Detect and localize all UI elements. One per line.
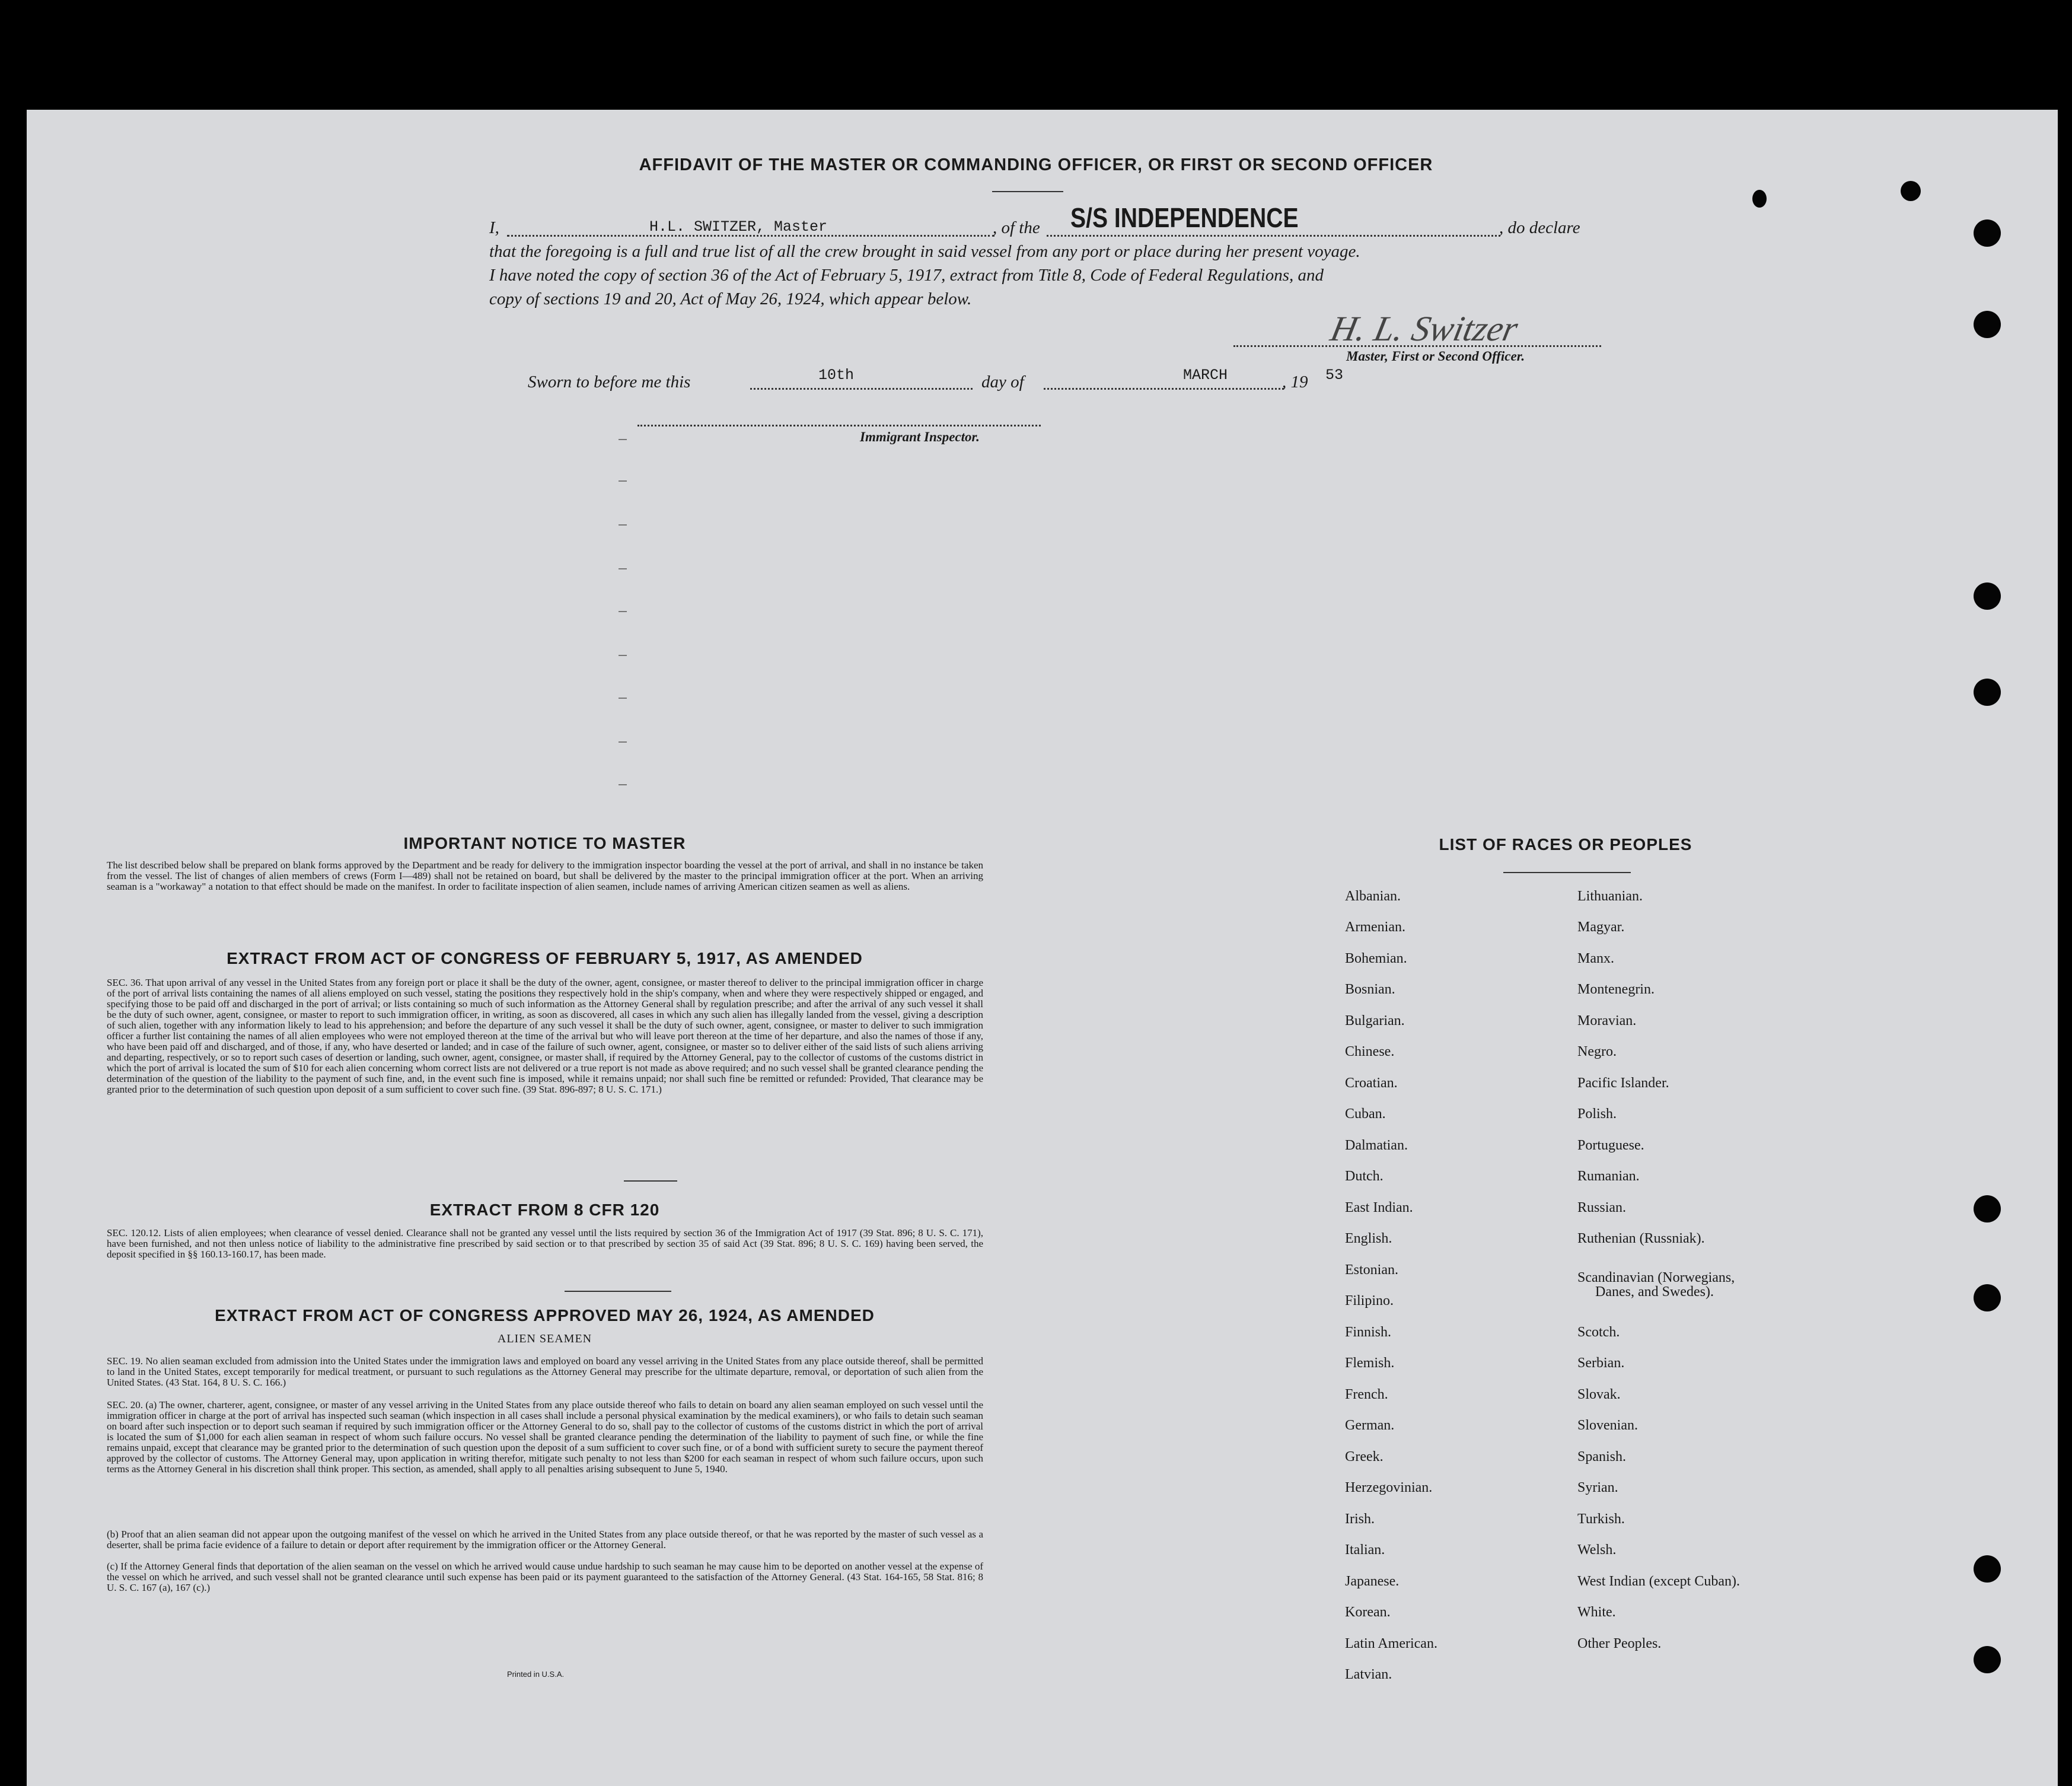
race-right: Lithuanian. <box>1577 889 1643 904</box>
race-left: Filipino. <box>1345 1293 1394 1309</box>
divider <box>565 1291 671 1292</box>
race-right: Ruthenian (Russniak). <box>1577 1231 1705 1246</box>
margin-tick <box>619 655 627 656</box>
race-right: Rumanian. <box>1577 1169 1640 1184</box>
race-right: Scotch. <box>1577 1325 1620 1340</box>
race-left: Irish. <box>1345 1511 1375 1527</box>
extract-1924-sec20c: (c) If the Attorney General finds that deportation of the alien seaman on the vessel on which he arrived would cause undue hardship to such seaman he may cause him to be deported on another vessel at the expense of the vessel on which he arrived, and such vessel shall not be granted clearance until such expense has been paid or its payment guaranteed to the satisfaction of the Attorney General. (43 Stat. 164-165, 58 Stat. 816; 8 U. S. C. 167 (a), 167 (c).) <box>107 1561 983 1593</box>
divider <box>992 191 1063 192</box>
race-right: Danes, and Swedes). <box>1595 1284 1714 1300</box>
race-left: Cuban. <box>1345 1106 1386 1122</box>
race-right: Russian. <box>1577 1200 1627 1215</box>
race-right: White. <box>1577 1604 1616 1620</box>
margin-tick <box>619 524 627 526</box>
extract-1924-subtitle: ALIEN SEAMEN <box>497 1332 592 1345</box>
races-title: LIST OF RACES OR PEOPLES <box>1439 835 1692 854</box>
binder-hole <box>1974 1646 2001 1673</box>
race-left: Bohemian. <box>1345 951 1407 966</box>
margin-tick <box>619 439 627 440</box>
binder-hole <box>1974 219 2001 247</box>
inspector-line <box>637 425 1041 426</box>
ink-blot <box>1752 190 1767 208</box>
race-right: Scandinavian (Norwegians, <box>1577 1270 1735 1285</box>
margin-tick <box>619 741 627 743</box>
binder-hole <box>1974 1284 2001 1311</box>
extract-1924-sec20b: (b) Proof that an alien seaman did not appear upon the outgoing manifest of the vessel on which he arrived in the United States from any place outside thereof, or that he was reported by the master of such vessel as a deserter, shall be prima facie evidence of a failure to detain or deport after requirement by the immigration officer or the Attorney General. <box>107 1529 983 1551</box>
race-left: Finnish. <box>1345 1325 1392 1340</box>
affidavit-title: AFFIDAVIT OF THE MASTER OR COMMANDING OFFICER, OR FIRST OR SECOND OFFICER <box>639 155 1433 174</box>
race-right: Magyar. <box>1577 919 1625 935</box>
margin-tick <box>619 568 627 569</box>
race-right: Slovenian. <box>1577 1418 1638 1433</box>
binder-hole <box>1974 1555 2001 1583</box>
sworn-day: 10th <box>818 367 855 384</box>
race-left: Latvian. <box>1345 1667 1392 1682</box>
binder-hole <box>1974 1195 2001 1222</box>
race-right: Portuguese. <box>1577 1138 1644 1153</box>
vessel-line <box>1047 235 1500 237</box>
race-left: Korean. <box>1345 1604 1391 1620</box>
race-left: French. <box>1345 1387 1388 1402</box>
race-left: Estonian. <box>1345 1262 1398 1278</box>
race-left: Flemish. <box>1345 1355 1395 1371</box>
race-left: Armenian. <box>1345 919 1405 935</box>
printed-in-usa: Printed in U.S.A. <box>507 1670 565 1679</box>
affidavit-line4: copy of sections 19 and 20, Act of May 26, 1924, which appear below. <box>489 289 972 308</box>
month-line <box>1044 388 1284 390</box>
extract-1917-text: SEC. 36. That upon arrival of any vessel in the United States from any foreign port or place it shall be the duty of the owner, agent, consignee, or master thereof to deliver to the principal immigration officer in charge of the port of arrival lists containing the names of all aliens employed on such vessel, stating the positions they respectively hold in the ship's company, when and where they were respectively shipped or engaged, and specifying those to be paid off and discharged in the port of arrival; or lists containing so much of such information as the Attorney General shall by regulation prescribe; and after the arrival of any such vessel it shall be the duty of such owner, agent, consignee, or master to report to such immigration officer, in writing, as soon as discovered, all cases in which any such alien has illegally landed from the vessel, giving a description of such alien, together with any information likely to lead to his apprehension; and before the departure of any such vessel it shall be the duty of such owner, agent, consignee, or master to deliver to such immigration officer a further list containing the names of all alien employees who were not employed thereon at the time of the arrival but who will leave port thereon at the time of her departure, and also the names of those if any, who have been paid off and discharged, and of those, if any, who have deserted or landed; and in case of the failure of such owner, agent, consignee, or master so to deliver either of the said lists of such aliens arriving and departing, respectively, or so to report such cases of desertion or landing, such owner, agent, consignee, or master shall, if required by the Attorney General, pay to the collector of customs of the customs district in which the port of arrival is located the sum of $10 for each alien concerning whom correct lists are not delivered or a true report is not made as above required; and no such vessel shall be granted clearance pending the determination of the question of the liability to the payment of such fine, and, in the event such fine is imposed, while it remains unpaid; nor shall such fine be remitted or refunded: Provided, That clearance may be granted prior to the determination of such question upon deposit of a sum sufficient to cover such fine. (39 Stat. 896-897; 8 U. S. C. 171.) <box>107 977 983 1095</box>
race-left: Latin American. <box>1345 1636 1437 1651</box>
extract-cfr-text: SEC. 120.12. Lists of alien employees; when clearance of vessel denied. Clearance shall not be granted any vessel until the lists required by section 36 of the Immigration Act of 1917 (39 Stat. 896; 8 U. S. C. 171), have been furnished, and not then unless notice of liability to the administrative fine prescribed by said section or to that prescribed by section 35 of said Act (39 Stat. 896; 8 U. S. C. 169) having been served, the deposit specified in §§ 160.13-160.17, has been made. <box>107 1227 983 1260</box>
binder-hole <box>1974 582 2001 610</box>
race-left: Japanese. <box>1345 1574 1400 1589</box>
race-left: Dalmatian. <box>1345 1138 1408 1153</box>
year-prefix: , 19 <box>1282 373 1308 391</box>
divider <box>1503 872 1631 873</box>
extract-1924-sec19: SEC. 19. No alien seaman excluded from admission into the United States under the immigration laws and employed on board any vessel arriving in the United States from any place outside thereof, shall be permitted to land in the United States, except temporarily for medical treatment, or pursuant to such regulations as the Attorney General may prescribe for the ultimate departure, removal, or deportation of such alien from the United States. (43 Stat. 164, 8 U. S. C. 166.) <box>107 1355 983 1388</box>
divider <box>624 1180 677 1182</box>
race-right: Serbian. <box>1577 1355 1625 1371</box>
race-right: Welsh. <box>1577 1542 1617 1558</box>
race-left: Albanian. <box>1345 889 1401 904</box>
race-left: Bosnian. <box>1345 982 1395 997</box>
affidavit-line3: I have noted the copy of section 36 of the Act of February 5, 1917, extract from Title 8, Code of Federal Regulations, and <box>489 266 1324 285</box>
binder-hole <box>1974 311 2001 338</box>
signer-caption: Master, First or Second Officer. <box>1346 349 1525 364</box>
race-right: West Indian (except Cuban). <box>1577 1574 1740 1589</box>
race-right: Manx. <box>1577 951 1614 966</box>
notice-text: The list described below shall be prepared on blank forms approved by the Department and be ready for delivery to the immigration inspector boarding the vessel at the port of arrival, and shall in no instance be taken from the vessel. The list of changes of alien members of crews (Form I—489) shall not be retained on board, but shall be delivered by the master to the principal immigration officer at the port. When an arriving seaman is a "workaway" a notation to that effect should be made on the manifest. In order to facilitate inspection of alien seamen, include names of arriving American citizen seamen as well as aliens. <box>107 859 983 892</box>
race-left: English. <box>1345 1231 1392 1246</box>
race-right: Pacific Islander. <box>1577 1075 1669 1091</box>
inspector-caption: Immigrant Inspector. <box>860 429 980 444</box>
notice-title: IMPORTANT NOTICE TO MASTER <box>403 834 686 852</box>
sworn-month: MARCH <box>1183 367 1228 384</box>
sworn-year: 53 <box>1325 367 1344 384</box>
do-declare-label: , do declare <box>1499 218 1580 237</box>
margin-tick <box>619 480 627 482</box>
margin-tick <box>619 784 627 785</box>
race-left: East Indian. <box>1345 1200 1413 1215</box>
race-right: Montenegrin. <box>1577 982 1655 997</box>
signature: H. L. Switzer <box>1327 309 1522 348</box>
margin-tick <box>619 611 627 612</box>
race-left: Greek. <box>1345 1449 1384 1465</box>
race-right: Moravian. <box>1577 1013 1637 1029</box>
race-left: Croatian. <box>1345 1075 1398 1091</box>
race-right: Other Peoples. <box>1577 1636 1662 1651</box>
extract-1917-title: EXTRACT FROM ACT OF CONGRESS OF FEBRUARY 5, 1917, AS AMENDED <box>227 949 863 967</box>
race-left: Bulgarian. <box>1345 1013 1405 1029</box>
race-right: Polish. <box>1577 1106 1617 1122</box>
signature-line <box>1233 345 1601 347</box>
sworn-prefix: Sworn to before me this <box>528 373 691 391</box>
race-right: Negro. <box>1577 1044 1617 1059</box>
day-of-label: day of <box>981 373 1024 391</box>
affidavit-line2: that the foregoing is a full and true list of all the crew brought in said vessel from any port or place during her present voyage. <box>489 242 1360 261</box>
race-left: Dutch. <box>1345 1169 1384 1184</box>
race-left: Herzegovinian. <box>1345 1480 1433 1495</box>
ink-blot <box>1901 181 1921 201</box>
extract-1924-sec20a: SEC. 20. (a) The owner, charterer, agent, consignee, or master of any vessel arriving in the United States from any place outside thereof who fails to detain on board any alien seaman employed on such vessel until the immigration officer in charge at the port of arrival has inspected such seaman (which inspection in all cases shall include a personal physical examination by the medical examiners), or who fails to detain such seaman on board after such inspection or to deport such seaman if required by such immigration officer or the Attorney General to do so, shall pay to the collector of customs of the customs district in which the port of arrival is located the sum of $1,000 for each alien seaman in respect of whom such failure occurs. No vessel shall be granted clearance pending the determination of the liability to payment of such fine, or while the fine remains unpaid, except that clearance may be granted prior to the determination of such question upon the deposit of a sum sufficient to cover such fine, or of a bond with sufficient surety to secure the payment thereof approved by the collector of customs. The Attorney General may, upon application in writing therefor, mitigate such penalty to not less than $200 for each seaman in respect of whom such failure occurs, upon such terms as the Attorney General in his discretion shall think proper. This section, as amended, shall apply to all penalties arising subsequent to June 5, 1940. <box>107 1399 983 1475</box>
extract-cfr-title: EXTRACT FROM 8 CFR 120 <box>429 1201 660 1219</box>
master-name: H.L. SWITZER, Master <box>649 218 828 235</box>
race-left: Italian. <box>1345 1542 1385 1558</box>
vessel-name: S/S INDEPENDENCE <box>1070 202 1299 233</box>
affidavit-i: I, <box>489 218 499 237</box>
race-left: German. <box>1345 1418 1395 1433</box>
binder-hole <box>1974 679 2001 706</box>
extract-1924-title: EXTRACT FROM ACT OF CONGRESS APPROVED MAY 26, 1924, AS AMENDED <box>215 1306 875 1325</box>
race-right: Turkish. <box>1577 1511 1625 1527</box>
race-right: Syrian. <box>1577 1480 1618 1495</box>
race-right: Spanish. <box>1577 1449 1627 1465</box>
of-the-label: , of the <box>993 218 1040 237</box>
race-right: Slovak. <box>1577 1387 1621 1402</box>
margin-tick <box>619 698 627 699</box>
race-left: Chinese. <box>1345 1044 1395 1059</box>
day-line <box>750 388 973 390</box>
